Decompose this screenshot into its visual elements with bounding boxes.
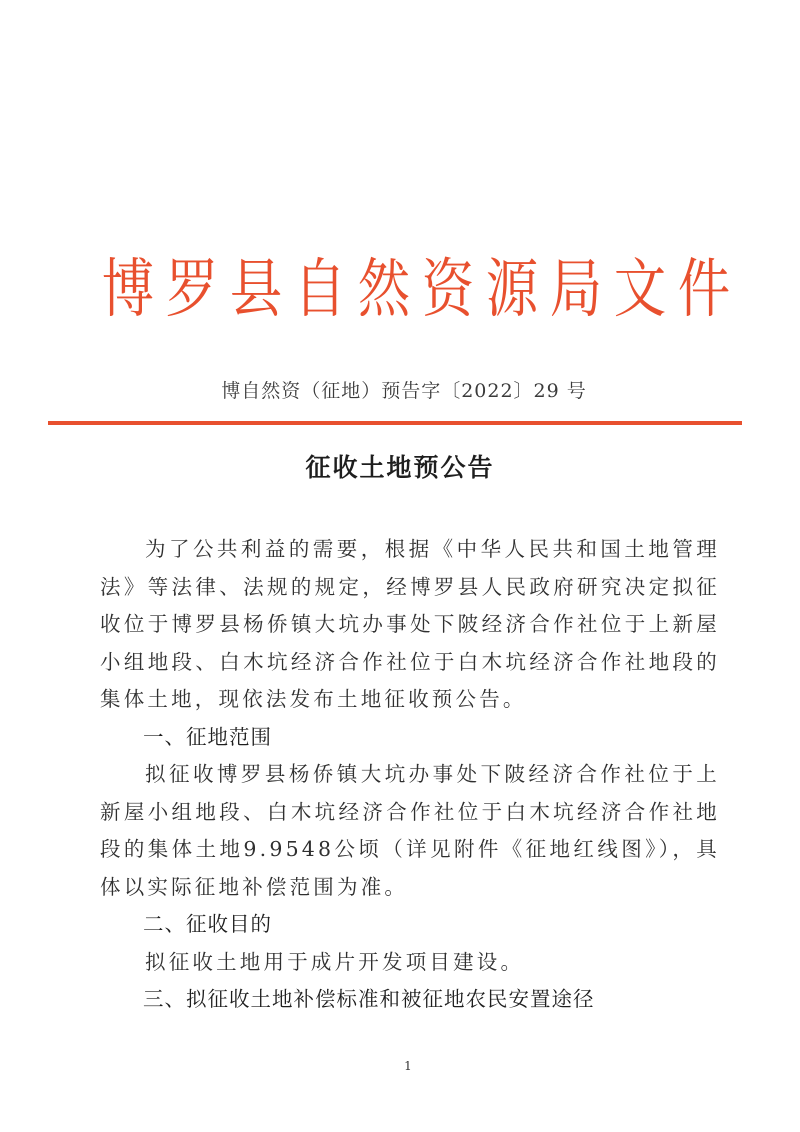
intro-paragraph: 为了公共利益的需要，根据《中华人民共和国土地管理法》等法律、法规的规定，经博罗县人民政府研究决定拟征收位于博罗县杨侨镇大坑办事处下陂经济合作社位于上新屋小组地段、白木坑经济合作社位于白木坑经济合作社地段的集体土地，现依法发布土地征收预公告。: [100, 537, 720, 711]
title-char: 然: [357, 253, 411, 327]
issuing-authority-title: [96, 250, 731, 330]
title-char: 局: [549, 253, 603, 327]
title-char: 资: [421, 253, 475, 327]
section-heading-purpose: 二、征收目的: [143, 912, 272, 936]
title-char: 博: [101, 253, 155, 327]
section-heading-scope: 一、征地范围: [143, 724, 272, 749]
section-text-purpose: 拟征收土地用于成片开发项目建设。: [145, 949, 525, 974]
section-heading-compensation: 三、拟征收土地补偿标准和被征地农民安置途径: [143, 987, 595, 1011]
section-text-scope: 拟征收博罗县杨侨镇大坑办事处下陂经济合作社位于上新屋小组地段、白木坑经济合作社位于白木坑经济合作社地段的集体土地9.9548公顷（详见附件《征地红线图》），具体以实际征地补偿范围为准。: [100, 762, 720, 899]
title-char: 源: [485, 253, 539, 327]
title-char: 罗: [165, 253, 219, 327]
notice-body: [100, 531, 720, 1019]
document-number: 博自然资（征地）预告字〔2022〕29 号: [221, 380, 587, 402]
notice-title: 征收土地预公告: [305, 453, 495, 482]
page-number: 1: [404, 1059, 412, 1073]
title-char: 自: [293, 253, 347, 327]
title-char: 件: [677, 253, 731, 327]
title-char: 县: [229, 253, 283, 327]
title-char: 文: [613, 253, 667, 327]
red-divider-rule: [48, 421, 742, 425]
